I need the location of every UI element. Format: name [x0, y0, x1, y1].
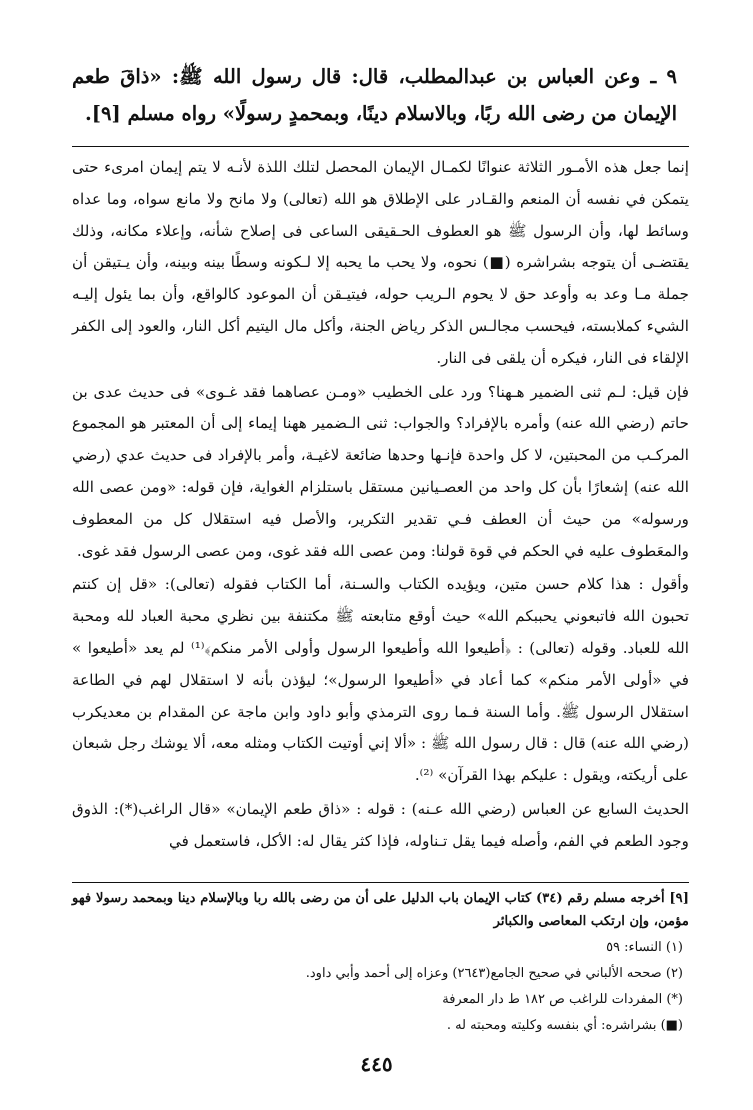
- footnote-item: (٢) صححه الألباني في صحيح الجامع(٢٦٤٣) وعزاه إلى أحمد وأبي داود.: [305, 966, 683, 981]
- footnote-item: (■) بشراشره: أي بنفسه وكليته ومحبته له .: [446, 1018, 683, 1033]
- footnote-item: (١) النساء: ٥٩: [606, 940, 683, 955]
- page-number: ٤٤٥: [360, 1052, 393, 1076]
- footnotes: [72, 883, 689, 1039]
- commentary-paragraph: إنما جعل هذه الأمـور الثلاثة عنوانًا لكمـال الإيمان المحصل لتلك اللذة لأنـه لا يتم إيمان امرىء حتى يتمكن في نفسه أن المنعم والقـادر على الإطلاق هو الله (تعالى) ولا مانح ولا مانع سواه، وما عداه وسائط لها، وأن الرسول ﷺ هو العطوف الحـقيقى الساعى فى إصلاح شأنه، وإعلاء مكانه، وذلك يقتضـى أن يتوجه بشراشره (■) نحوه، ولا يحب ما يحبه إلا لـكونه وسطًا بينه وبينه، وأن يـتيقن أن جملة مـا وعد به وأوعد حق لا يحوم الـريب حوله، فيتيـقن أن الموعود كالواقع، وأن بما يئول إليـه الشيء كملابسته، فيحسب مجالـس الذكر رياض الجنة، وأكل مال اليتيم أكل النار، والعود إلى الكفر الإلقاء فى النار، فيكره أن يلقى فى النار.: [72, 158, 689, 367]
- commentary-paragraph: وأقول : هذا كلام حسن متين، ويؤيده الكتاب والسـنة، أما الكتاب فقوله (تعالى): «قل إن كنتم تحبون الله فاتبعوني يحببكم الله» حيث أوقع متابعته ﷺ مكتنفة بين نظري محبة العباد لله ومحبة الله للعباد. وقوله (تعالى) : ﴿أطيعوا الله وأطيعوا الرسول وأولى الأمر منكم﴾⁽¹⁾ لم يعد «أطيعوا » في «أولى الأمر منكم» كما أعاد في «أطيعوا الرسول»؛ ليؤذن بأنه لا استقلال لهم في الطاعة استقلال الرسول ﷺ. وأما السنة فـما روى الترمذي وأبو داود وابن ماجة عن المقدام بن معديكرب (رضي الله عنه) قال : قال رسول الله ﷺ : «ألا إني أوتيت الكتاب ومثله معه، ألا يوشك رجل شبعان على أريكته، ويقول : عليكم بهذا القرآن» ⁽²⁾.: [72, 575, 689, 785]
- commentary-block: [72, 150, 689, 858]
- footnote-source: [٩] أخرجه مسلم رقم (٣٤) كتاب الإيمان باب الدليل على أن من رضى بالله ربا وبالإسلام دينا وبمحمد رسولا فهو مؤمن، وإن ارتكب المعاصى والكبائر: [72, 891, 690, 929]
- hadith-text: ٩ ـ وعن العباس بن عبدالمطلب، قال: قال رسول الله ﷺ: «ذاقَ طعم الإيمان من رضى الله ربًا، وبالاسلام دينًا، وبمحمدٍ رسولًا» رواه مسلم [٩].: [72, 65, 677, 125]
- section-divider: [72, 146, 689, 147]
- commentary-paragraph: فإن قيل: لـم ثنى الضمير هـهنا؟ ورد على الخطيب «ومـن عصاهما فقد غـوى» فى حديث عدى بن حاتم (رضي الله عنه) وأمره بالإفراد؟ والجواب: ثنى الـضمير ههنا إيماء إلى أن المعتبر هو المجموع المركـب من المحبتين، لا كل واحدة فإنـها وحدها ضائعة لاغيـة، وأمر بالإفراد فى حديث عدي (رضي الله عنه) إشعارًا بأن كل واحد من العصـيانين مستقل باستلزام الغواية، فإن قوله: «ومن عصى الله ورسوله» من حيث أن العطف فـي تقدير التكرير، والأصل فيه استقلال كل من المعطوف والمعَطوف عليه في الحكم في قوة قولنا: ومن عصى الله فقد غوى، ومن عصى الرسول فقد غوى.: [72, 382, 689, 560]
- footnote-item: (*) المفردات للراغب ص ١٨٢ ط دار المعرفة: [442, 992, 683, 1007]
- commentary-paragraph: الحديث السابع عن العباس (رضي الله عـنه) : قوله : «ذاق طعم الإيمان» «قال الراغب(*): الذوق وجود الطعم في الفم، وأصله فيما يقل تـناوله، فإذا كثر يقال له: الأكل، فاستعمل في: [72, 799, 689, 850]
